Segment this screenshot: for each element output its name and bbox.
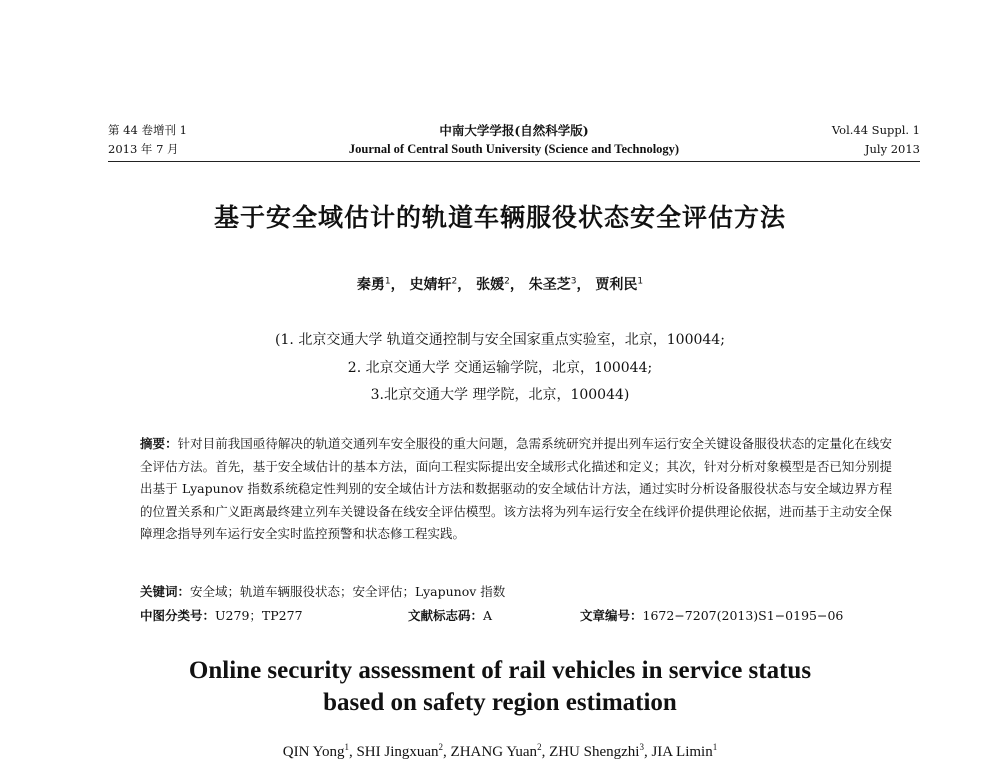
affiliation-mark: 2: [504, 276, 510, 287]
affiliation-mark: 1: [637, 276, 644, 287]
classification-line: [140, 606, 892, 624]
article-number: [580, 606, 843, 624]
article-number-value: 1672−7207(2013)S1−0195−06: [642, 608, 844, 623]
abstract-label: 摘要：: [140, 436, 178, 451]
journal-name-en: Journal of Central South University (Science and Technology): [348, 142, 680, 156]
affiliation-mark: 1: [384, 276, 391, 287]
clc-value: U279；TP277: [215, 608, 303, 623]
author-en: QIN Yong: [282, 744, 345, 760]
doc-code-value: A: [483, 608, 493, 623]
author-cn: 史婧轩: [409, 277, 452, 293]
volume-issue-en: Vol.44 Suppl. 1: [831, 123, 920, 137]
affiliation-mark: 2: [438, 742, 444, 752]
paper-title-en: [0, 655, 1000, 719]
affiliation-mark: 3: [639, 742, 644, 752]
title-en-line-1: Online security assessment of rail vehicles in service status: [188, 657, 812, 684]
clc-label: 中图分类号：: [140, 608, 216, 623]
keywords-text: 安全域；轨道车辆服役状态；安全评估；Lyapunov 指数: [190, 584, 506, 599]
affiliation-3: 3.北京交通大学 理学院，北京，100044): [370, 387, 630, 403]
volume-issue: 第 44 卷增刊 1: [108, 123, 187, 137]
author-list-en: QIN Yong$^1$, SHI Jingxuan$^2$, ZHANG Yuan$^2$, ZHU Shengzhi$^3$, JIA Limin$^1$: [282, 742, 718, 760]
affiliation-mark: 2: [537, 742, 542, 752]
abstract-cn: [140, 433, 892, 546]
paper-title-cn: 基于安全域估计的轨道车辆服役状态安全评估方法: [213, 203, 786, 232]
author-cn: 张媛: [476, 277, 505, 293]
author-cn: 秦勇: [356, 277, 385, 293]
journal-name-cn: 中南大学学报(自然科学版): [439, 123, 589, 138]
issue-date-cn: 2013 年 7 月: [108, 142, 179, 156]
keywords-cn: [140, 582, 505, 600]
author-en: ZHU Shengzhi: [549, 744, 640, 760]
clc-number: [140, 608, 303, 623]
title-en-line-2: based on safety region estimation: [323, 689, 677, 716]
affiliation-mark: 3: [570, 276, 577, 287]
header-volume-info-en: [832, 121, 920, 159]
author-en: JIA Limin: [651, 744, 713, 760]
author-en: SHI Jingxuan: [356, 744, 439, 760]
affiliation-1: (1. 北京交通大学 轨道交通控制与安全国家重点实验室，北京，100044;: [275, 332, 725, 348]
keywords-label: 关键词：: [140, 584, 191, 599]
affiliation-mark: 1: [344, 742, 349, 752]
author-en: ZHANG Yuan: [450, 744, 538, 760]
journal-header: [108, 121, 920, 162]
affiliation-mark: 2: [451, 276, 458, 287]
author-cn: 贾利民: [595, 277, 638, 293]
header-journal-name: [108, 121, 920, 159]
article-number-label: 文章编号：: [580, 608, 643, 623]
affiliation-2: 2. 北京交通大学 交通运输学院，北京，100044;: [347, 360, 653, 376]
issue-date-en: July 2013: [864, 142, 920, 156]
affiliation-mark: 1: [712, 742, 718, 752]
author-list-cn: 秦勇$^1$， 史婧轩$^2$， 张媛$^2$， 朱圣芝$^3$， 贾利民$^1$: [356, 276, 644, 293]
author-cn: 朱圣芝: [528, 277, 571, 293]
doc-code-label: 文献标志码：: [408, 608, 484, 623]
document-code: [408, 606, 492, 624]
abstract-text: 针对目前我国亟待解决的轨道交通列车安全服役的重大问题，急需系统研究并提出列车运行安全关键设备服役状态的定量化在线安全评估方法。首先，基于安全域估计的基本方法，面向工程实际提出安全域形式化描述和定义；其次，针对分析对象模型是否已知分别提出基于 Lyapunov 指数系统稳定性判别的安全域估计方法和数据驱动的安全域估计方法，通过实时分析设备服役状态与安全域边界方程的位置关系和广义距离最终建立列车关键设备在线安全评估模型。该方法将为列车运行安全在线评价提供理论依据，进而基于主动安全保障理念指导列车运行安全实时监控预警和状态修工程实践。: [140, 436, 892, 541]
